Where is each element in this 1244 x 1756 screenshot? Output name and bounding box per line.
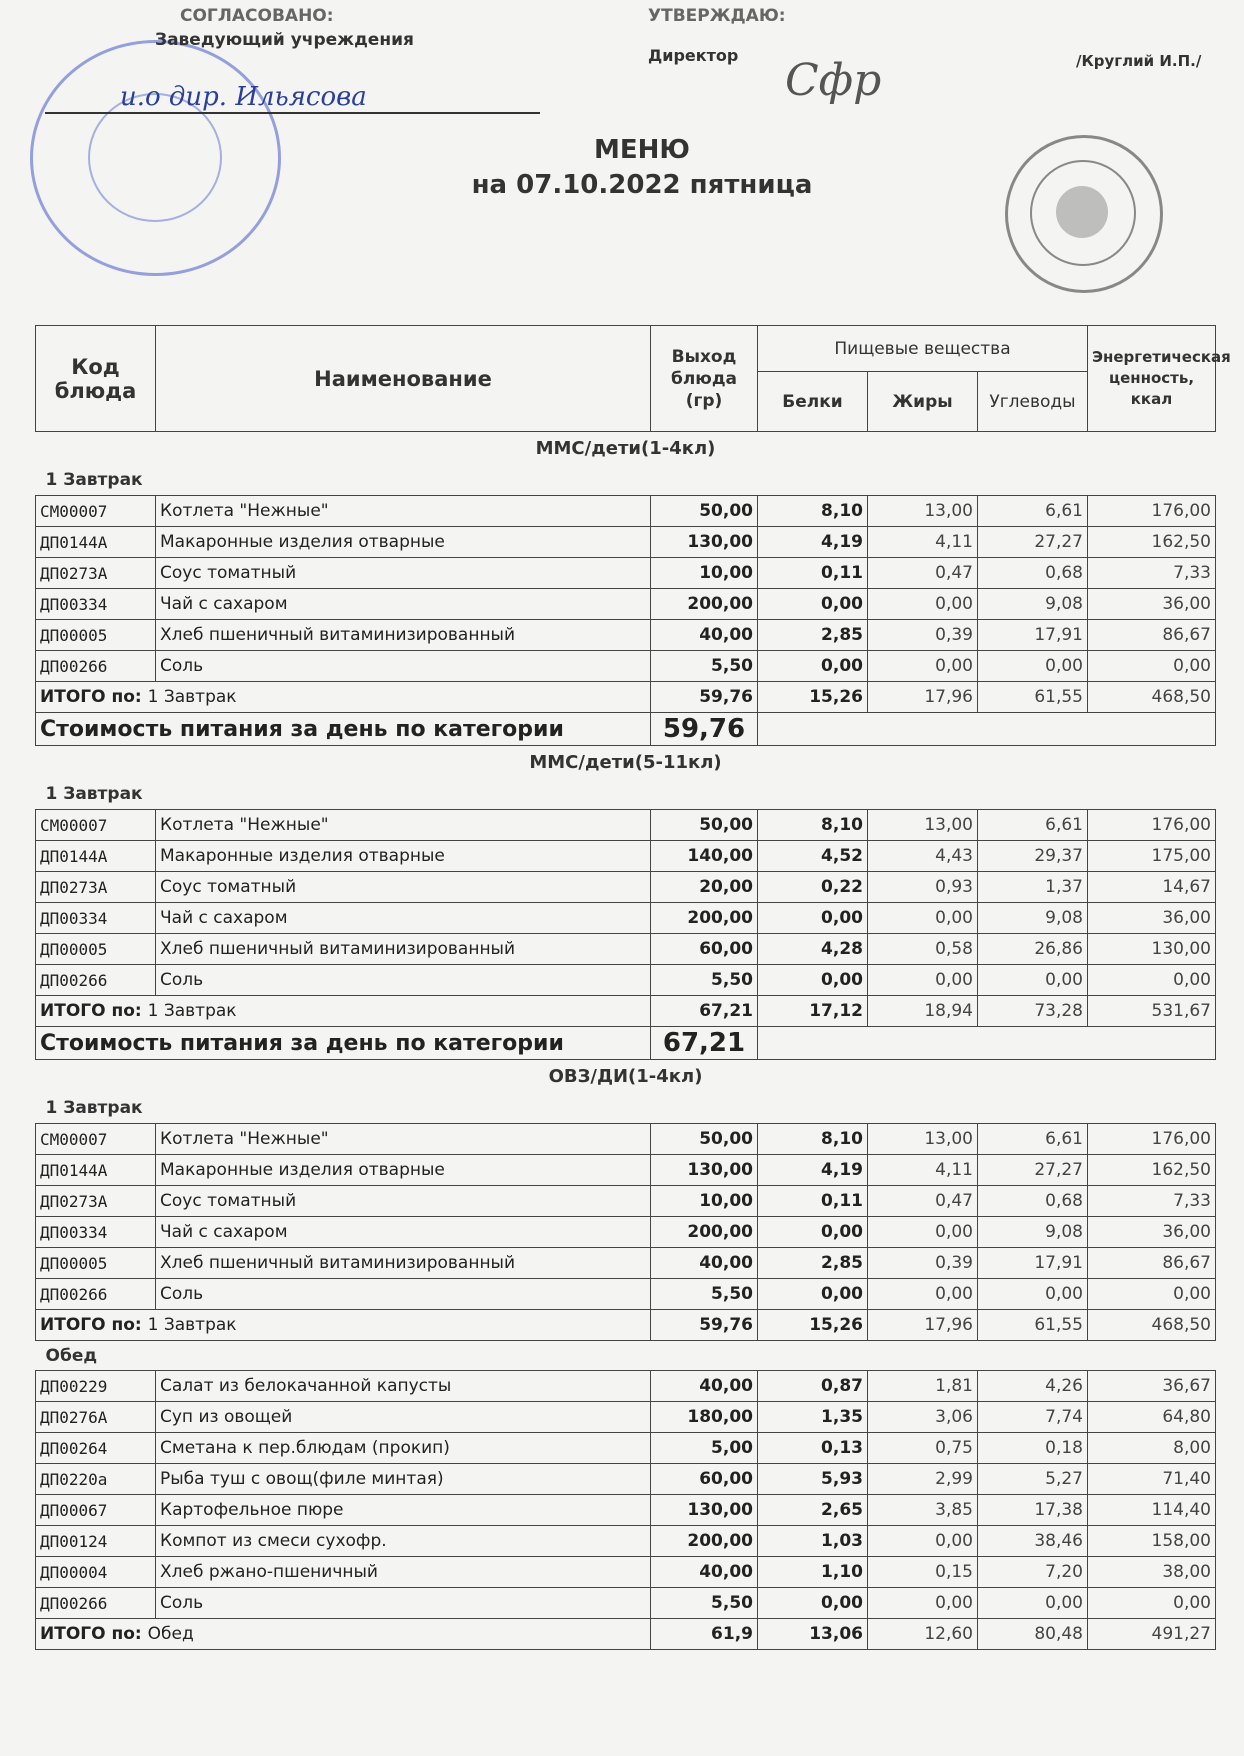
dish-name: Чай с сахаром: [156, 1217, 651, 1248]
col-energy: Энергетическая ценность, ккал: [1088, 326, 1216, 432]
dish-name: Макаронные изделия отварные: [156, 1155, 651, 1186]
dish-row: [36, 1464, 1216, 1495]
dish-protein: 8,10: [758, 1124, 868, 1155]
dish-name: Соус томатный: [156, 1186, 651, 1217]
dish-protein: 4,28: [758, 934, 868, 965]
dish-fat: 0,00: [868, 1217, 978, 1248]
signature-line: [45, 112, 540, 114]
dish-carb: 6,61: [978, 496, 1088, 527]
dish-code: ДП0273А: [36, 1186, 156, 1217]
total-protein: 15,26: [758, 1310, 868, 1341]
agreed-label: СОГЛАСОВАНО:: [180, 6, 334, 26]
col-name: Наименование: [156, 326, 651, 432]
dish-kcal: 162,50: [1088, 527, 1216, 558]
dish-kcal: 8,00: [1088, 1433, 1216, 1464]
dish-fat: 3,06: [868, 1402, 978, 1433]
total-prefix: ИТОГО по:: [40, 1315, 142, 1335]
category-row: [36, 432, 1216, 466]
meal-title: Обед: [45, 1345, 98, 1366]
dish-kcal: 114,40: [1088, 1495, 1216, 1526]
dish-carb: 7,74: [978, 1402, 1088, 1433]
category-row: [36, 746, 1216, 780]
dish-code: ДП0144А: [36, 527, 156, 558]
dish-carb: 0,00: [978, 965, 1088, 996]
dish-code: ДП00264: [36, 1433, 156, 1464]
dish-yield: 20,00: [651, 872, 758, 903]
dish-fat: 0,93: [868, 872, 978, 903]
dish-carb: 17,91: [978, 620, 1088, 651]
menu-table: [35, 325, 1231, 1650]
dish-protein: 5,93: [758, 1464, 868, 1495]
meal-title: 1 Завтрак: [45, 1098, 143, 1119]
dish-yield: 40,00: [651, 1371, 758, 1402]
dish-kcal: 36,00: [1088, 589, 1216, 620]
dish-code: ДП0144А: [36, 1155, 156, 1186]
dish-carb: 0,00: [978, 1588, 1088, 1619]
dish-protein: 0,00: [758, 903, 868, 934]
col-proteins: Белки: [758, 372, 868, 432]
dish-protein: 0,00: [758, 1279, 868, 1310]
dish-carb: 9,08: [978, 903, 1088, 934]
dish-row: [36, 589, 1216, 620]
total-kcal: 491,27: [1088, 1619, 1216, 1650]
dish-code: ДП00004: [36, 1557, 156, 1588]
dish-carb: 0,00: [978, 1279, 1088, 1310]
dish-name: Рыба туш с овощ(филе минтая): [156, 1464, 651, 1495]
dish-fat: 1,81: [868, 1371, 978, 1402]
dish-yield: 60,00: [651, 934, 758, 965]
col-code: Код блюда: [36, 326, 156, 432]
dish-protein: 1,03: [758, 1526, 868, 1557]
dish-protein: 0,11: [758, 1186, 868, 1217]
dish-kcal: 14,67: [1088, 872, 1216, 903]
dish-code: СМ00007: [36, 496, 156, 527]
dish-carb: 0,68: [978, 1186, 1088, 1217]
dish-code: ДП00334: [36, 589, 156, 620]
dish-fat: 0,00: [868, 589, 978, 620]
dish-name: Котлета "Нежные": [156, 810, 651, 841]
dish-name: Макаронные изделия отварные: [156, 841, 651, 872]
total-prefix: ИТОГО по:: [40, 1624, 142, 1644]
dish-yield: 5,50: [651, 965, 758, 996]
dish-yield: 5,50: [651, 1279, 758, 1310]
dish-code: ДП0273А: [36, 872, 156, 903]
dish-yield: 5,50: [651, 1588, 758, 1619]
dish-protein: 0,00: [758, 965, 868, 996]
total-fat: 17,96: [868, 682, 978, 713]
total-kcal: 468,50: [1088, 1310, 1216, 1341]
dish-protein: 4,19: [758, 1155, 868, 1186]
dish-row: [36, 1557, 1216, 1588]
dish-code: СМ00007: [36, 1124, 156, 1155]
dish-yield: 180,00: [651, 1402, 758, 1433]
cost-label: Стоимость питания за день по категории: [36, 1027, 651, 1060]
dish-kcal: 7,33: [1088, 1186, 1216, 1217]
dish-row: [36, 841, 1216, 872]
dish-kcal: 38,00: [1088, 1557, 1216, 1588]
dish-name: Котлета "Нежные": [156, 496, 651, 527]
dish-row: [36, 872, 1216, 903]
dish-row: [36, 1155, 1216, 1186]
dish-code: ДП00005: [36, 620, 156, 651]
dish-protein: 0,11: [758, 558, 868, 589]
dish-yield: 200,00: [651, 589, 758, 620]
dish-yield: 50,00: [651, 496, 758, 527]
dish-carb: 6,61: [978, 1124, 1088, 1155]
col-fats: Жиры: [868, 372, 978, 432]
dish-protein: 4,52: [758, 841, 868, 872]
dish-name: Хлеб ржано-пшеничный: [156, 1557, 651, 1588]
total-meal: 1 Завтрак: [147, 1315, 237, 1335]
dish-protein: 8,10: [758, 496, 868, 527]
total-carb: 80,48: [978, 1619, 1088, 1650]
page-subtitle: на 07.10.2022 пятница: [471, 170, 813, 200]
dish-carb: 17,91: [978, 1248, 1088, 1279]
total-prefix: ИТОГО по:: [40, 687, 142, 707]
dish-fat: 0,00: [868, 1279, 978, 1310]
dish-carb: 7,20: [978, 1557, 1088, 1588]
dish-fat: 0,15: [868, 1557, 978, 1588]
dish-row: [36, 1248, 1216, 1279]
dish-name: Соль: [156, 965, 651, 996]
col-nutrients: Пищевые вещества: [758, 326, 1088, 372]
dish-kcal: 0,00: [1088, 1588, 1216, 1619]
cost-row: [36, 1027, 1216, 1060]
dish-code: СМ00007: [36, 810, 156, 841]
dish-kcal: 36,67: [1088, 1371, 1216, 1402]
dish-carb: 17,38: [978, 1495, 1088, 1526]
dish-protein: 0,00: [758, 1217, 868, 1248]
dish-carb: 26,86: [978, 934, 1088, 965]
dish-row: [36, 1186, 1216, 1217]
total-meal: Обед: [147, 1624, 194, 1644]
dish-fat: 13,00: [868, 1124, 978, 1155]
cost-empty: [758, 1027, 1216, 1060]
total-meal: 1 Завтрак: [147, 687, 237, 707]
dish-name: Соль: [156, 1588, 651, 1619]
director-name: /Круглий И.П./: [1076, 52, 1202, 70]
dish-fat: 3,85: [868, 1495, 978, 1526]
total-row: [36, 682, 1216, 713]
dish-carb: 29,37: [978, 841, 1088, 872]
dish-fat: 0,00: [868, 965, 978, 996]
total-label: [36, 996, 651, 1027]
dish-row: [36, 651, 1216, 682]
dish-kcal: 158,00: [1088, 1526, 1216, 1557]
dish-row: [36, 1371, 1216, 1402]
dish-fat: 0,00: [868, 1588, 978, 1619]
dish-name: Соль: [156, 1279, 651, 1310]
total-row: [36, 1310, 1216, 1341]
category-title: ММС/дети(5-11кл): [529, 752, 722, 774]
dish-kcal: 7,33: [1088, 558, 1216, 589]
dish-fat: 4,43: [868, 841, 978, 872]
dish-protein: 2,65: [758, 1495, 868, 1526]
dish-name: Картофельное пюре: [156, 1495, 651, 1526]
dish-name: Соус томатный: [156, 558, 651, 589]
total-fat: 12,60: [868, 1619, 978, 1650]
category-title: ОВЗ/ДИ(1-4кл): [548, 1066, 703, 1088]
dish-code: ДП00266: [36, 965, 156, 996]
dish-protein: 1,10: [758, 1557, 868, 1588]
dish-carb: 0,18: [978, 1433, 1088, 1464]
dish-yield: 40,00: [651, 620, 758, 651]
total-carb: 61,55: [978, 682, 1088, 713]
col-yield: Выход блюда (гр): [651, 326, 758, 432]
cost-row: [36, 713, 1216, 746]
dish-name: Соус томатный: [156, 872, 651, 903]
dish-name: Чай с сахаром: [156, 903, 651, 934]
total-yield: 67,21: [651, 996, 758, 1027]
dish-protein: 0,00: [758, 651, 868, 682]
dish-kcal: 71,40: [1088, 1464, 1216, 1495]
dish-kcal: 130,00: [1088, 934, 1216, 965]
dish-carb: 0,68: [978, 558, 1088, 589]
signature-note: и.о дир. Ильясова: [120, 82, 367, 112]
dish-yield: 130,00: [651, 1495, 758, 1526]
dish-carb: 9,08: [978, 589, 1088, 620]
dish-code: ДП00266: [36, 1588, 156, 1619]
dish-carb: 4,26: [978, 1371, 1088, 1402]
dish-row: [36, 1279, 1216, 1310]
cost-empty: [758, 713, 1216, 746]
dish-yield: 10,00: [651, 1186, 758, 1217]
dish-code: ДП00124: [36, 1526, 156, 1557]
dish-yield: 130,00: [651, 1155, 758, 1186]
dish-carb: 0,00: [978, 651, 1088, 682]
total-kcal: 468,50: [1088, 682, 1216, 713]
meal-row: [36, 1094, 1216, 1124]
category-title: ММС/дети(1-4кл): [535, 438, 716, 460]
dish-row: [36, 1588, 1216, 1619]
total-protein: 13,06: [758, 1619, 868, 1650]
dish-row: [36, 934, 1216, 965]
total-prefix: ИТОГО по:: [40, 1001, 142, 1021]
dish-fat: 13,00: [868, 810, 978, 841]
col-carbs: Углеводы: [978, 372, 1088, 432]
total-fat: 18,94: [868, 996, 978, 1027]
dish-carb: 1,37: [978, 872, 1088, 903]
total-row: [36, 996, 1216, 1027]
dish-fat: 0,00: [868, 1526, 978, 1557]
dish-kcal: 86,67: [1088, 1248, 1216, 1279]
total-yield: 61,9: [651, 1619, 758, 1650]
dish-yield: 50,00: [651, 810, 758, 841]
dish-kcal: 176,00: [1088, 496, 1216, 527]
dish-code: ДП00266: [36, 1279, 156, 1310]
dish-code: ДП0276А: [36, 1402, 156, 1433]
dish-name: Котлета "Нежные": [156, 1124, 651, 1155]
dish-name: Чай с сахаром: [156, 589, 651, 620]
dish-fat: 0,39: [868, 1248, 978, 1279]
dish-carb: 5,27: [978, 1464, 1088, 1495]
dish-name: Хлеб пшеничный витаминизированный: [156, 1248, 651, 1279]
meal-title: 1 Завтрак: [45, 470, 143, 491]
total-fat: 17,96: [868, 1310, 978, 1341]
dish-carb: 27,27: [978, 527, 1088, 558]
dish-carb: 27,27: [978, 1155, 1088, 1186]
dish-carb: 38,46: [978, 1526, 1088, 1557]
meal-row: [36, 1341, 1216, 1371]
director-signature: Сфр: [785, 55, 882, 106]
dish-code: ДП00005: [36, 934, 156, 965]
dish-yield: 10,00: [651, 558, 758, 589]
dish-row: [36, 1526, 1216, 1557]
dish-yield: 130,00: [651, 527, 758, 558]
dish-code: ДП0273А: [36, 558, 156, 589]
dish-fat: 0,39: [868, 620, 978, 651]
dish-fat: 2,99: [868, 1464, 978, 1495]
dish-protein: 8,10: [758, 810, 868, 841]
dish-code: ДП00229: [36, 1371, 156, 1402]
dish-fat: 0,47: [868, 558, 978, 589]
dish-protein: 0,87: [758, 1371, 868, 1402]
meal-title: 1 Завтрак: [45, 784, 143, 805]
dish-code: ДП0220а: [36, 1464, 156, 1495]
dish-protein: 0,00: [758, 1588, 868, 1619]
dish-yield: 60,00: [651, 1464, 758, 1495]
dish-yield: 40,00: [651, 1557, 758, 1588]
dish-row: [36, 1217, 1216, 1248]
dish-code: ДП00005: [36, 1248, 156, 1279]
page-title: МЕНЮ: [594, 135, 690, 165]
dish-row: [36, 620, 1216, 651]
dish-row: [36, 1402, 1216, 1433]
dish-protein: 4,19: [758, 527, 868, 558]
total-kcal: 531,67: [1088, 996, 1216, 1027]
dish-protein: 2,85: [758, 620, 868, 651]
dish-row: [36, 527, 1216, 558]
dish-name: Суп из овощей: [156, 1402, 651, 1433]
dish-row: [36, 1495, 1216, 1526]
total-carb: 73,28: [978, 996, 1088, 1027]
cost-value: 67,21: [651, 1027, 758, 1060]
dish-protein: 2,85: [758, 1248, 868, 1279]
total-label: [36, 1310, 651, 1341]
dish-code: ДП00067: [36, 1495, 156, 1526]
meal-row: [36, 466, 1216, 496]
dish-kcal: 175,00: [1088, 841, 1216, 872]
dish-yield: 200,00: [651, 1217, 758, 1248]
dish-kcal: 36,00: [1088, 903, 1216, 934]
approved-label: УТВЕРЖДАЮ:: [648, 6, 786, 26]
total-label: [36, 682, 651, 713]
dish-row: [36, 965, 1216, 996]
meal-row: [36, 780, 1216, 810]
total-protein: 17,12: [758, 996, 868, 1027]
dish-code: ДП0144А: [36, 841, 156, 872]
dish-fat: 0,00: [868, 903, 978, 934]
dish-kcal: 0,00: [1088, 965, 1216, 996]
category-row: [36, 1060, 1216, 1094]
dish-yield: 140,00: [651, 841, 758, 872]
total-row: [36, 1619, 1216, 1650]
dish-fat: 0,58: [868, 934, 978, 965]
dish-row: [36, 1433, 1216, 1464]
dish-code: ДП00334: [36, 903, 156, 934]
dish-protein: 1,35: [758, 1402, 868, 1433]
dish-row: [36, 903, 1216, 934]
dish-kcal: 162,50: [1088, 1155, 1216, 1186]
dish-kcal: 0,00: [1088, 1279, 1216, 1310]
cost-value: 59,76: [651, 713, 758, 746]
total-yield: 59,76: [651, 682, 758, 713]
dish-fat: 13,00: [868, 496, 978, 527]
dish-carb: 9,08: [978, 1217, 1088, 1248]
total-yield: 59,76: [651, 1310, 758, 1341]
dish-protein: 0,00: [758, 589, 868, 620]
dish-kcal: 176,00: [1088, 1124, 1216, 1155]
dish-name: Соль: [156, 651, 651, 682]
dish-code: ДП00266: [36, 651, 156, 682]
dish-name: Сметана к пер.блюдам (прокип): [156, 1433, 651, 1464]
head-of-institution: Заведующий учреждения: [155, 30, 414, 50]
dish-yield: 200,00: [651, 1526, 758, 1557]
dish-row: [36, 810, 1216, 841]
dish-name: Хлеб пшеничный витаминизированный: [156, 934, 651, 965]
dish-kcal: 86,67: [1088, 620, 1216, 651]
dish-protein: 0,22: [758, 872, 868, 903]
dish-carb: 6,61: [978, 810, 1088, 841]
dish-kcal: 0,00: [1088, 651, 1216, 682]
dish-fat: 4,11: [868, 527, 978, 558]
dish-yield: 50,00: [651, 1124, 758, 1155]
dish-name: Компот из смеси сухофр.: [156, 1526, 651, 1557]
dish-fat: 0,47: [868, 1186, 978, 1217]
dish-protein: 0,13: [758, 1433, 868, 1464]
dish-fat: 0,00: [868, 651, 978, 682]
dish-yield: 200,00: [651, 903, 758, 934]
total-meal: 1 Завтрак: [147, 1001, 237, 1021]
dish-name: Салат из белокачанной капусты: [156, 1371, 651, 1402]
dish-kcal: 36,00: [1088, 1217, 1216, 1248]
director-label: Директор: [648, 46, 739, 65]
dish-code: ДП00334: [36, 1217, 156, 1248]
dish-yield: 40,00: [651, 1248, 758, 1279]
dish-row: [36, 496, 1216, 527]
dish-yield: 5,50: [651, 651, 758, 682]
total-label: [36, 1619, 651, 1650]
dish-fat: 0,75: [868, 1433, 978, 1464]
dish-kcal: 176,00: [1088, 810, 1216, 841]
dish-name: Хлеб пшеничный витаминизированный: [156, 620, 651, 651]
dish-name: Макаронные изделия отварные: [156, 527, 651, 558]
dish-kcal: 64,80: [1088, 1402, 1216, 1433]
total-protein: 15,26: [758, 682, 868, 713]
dish-fat: 4,11: [868, 1155, 978, 1186]
dish-row: [36, 558, 1216, 589]
dish-row: [36, 1124, 1216, 1155]
dish-yield: 5,00: [651, 1433, 758, 1464]
cost-label: Стоимость питания за день по категории: [36, 713, 651, 746]
total-carb: 61,55: [978, 1310, 1088, 1341]
